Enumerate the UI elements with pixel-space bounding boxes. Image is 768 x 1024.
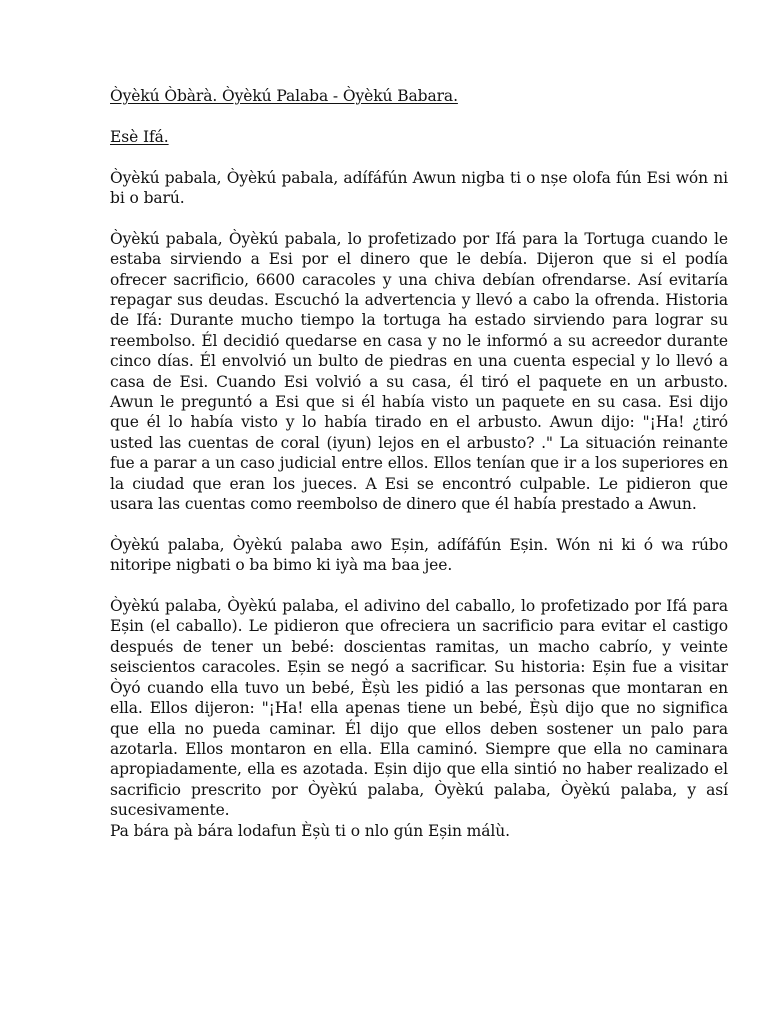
document-title: Òyèkú Òbàrà. Òyèkú Palaba - Òyèkú Babara. xyxy=(110,87,458,105)
document-subtitle: Esè Ifá. xyxy=(110,127,169,146)
paragraph-horse-story: Òyèkú palaba, Òyèkú palaba, el adivino del caballo, lo profetizado por Ifá para Eșin (el caballo). Le pidieron que ofreciera un sacrificio para evitar el castigo después de tener un bebé: doscientas ramitas, un macho cabrío, y veinte seiscientos caracoles. Eșin se negó a sacrificar. Su historia: Eșin fue a visitar Òyó cuando ella tuvo un bebé, Èșù les pidió a las personas que montaran en ella. Ellos dijeron: "¡Ha! ella apenas tiene un bebé, Èșù dijo que no significa que ella no pueda caminar. Él dijo que ellos deben sostener un palo para azotarla. Ellos montaron en ella. Ella caminó. Siempre que ella no caminara apropiadamente, ella es azotada. Eșin dijo que ella sintió no haber realizado el sacrificio prescrito por Òyèkú palaba, Òyèkú palaba, Òyèkú palaba, y así sucesivamente. xyxy=(110,597,728,820)
paragraph-tortoise-story: Òyèkú pabala, Òyèkú pabala, lo profetizado por Ifá para la Tortuga cuando le estaba sirviendo a Esi por el dinero que le debía. Dijeron que si el podía ofrecer sacrificio, 6600 caracoles y una chiva debían ofrendarse. Así evitaría repagar sus deudas. Escuchó la advertencia y llevó a cabo la ofrenda. Historia de Ifá: Durante mucho tiempo la tortuga ha estado sirviendo para lograr su reembolso. Él decidió quedarse en casa y no le informó a su acreedor durante cinco días. Él envolvió un bulto de piedras en una cuenta especial y lo llevó a casa de Esi. Cuando Esi volvió a su casa, él tiró el paquete en un arbusto. Awun le preguntó a Esi que si él había visto un paquete en su casa. Esi dijo que él lo había visto y lo había tirado en el arbusto. Awun dijo: "¡Ha! ¿tiró usted las cuentas de coral (iyun) lejos en el arbusto? ." La situación reinante fue a parar a un caso judicial entre ellos. Ellos tenían que ir a los superiores en la ciudad que eran los jueces. A Esi se encontró culpable. Le pidieron que usara las cuentas como reembolso de dinero que él había prestado a Awun. xyxy=(110,229,728,514)
paragraph-verse-1: Òyèkú pabala, Òyèkú pabala, adífáfún Awun nigba ti o nșe olofa fún Esi wón ni bi o barú. xyxy=(110,168,728,207)
paragraph-verse-2: Òyèkú palaba, Òyèkú palaba awo Eșin, adífáfún Eșin. Wón ni ki ó wa rúbo nitoripe nigbati o ba bimo ki iyà ma baa jee. xyxy=(110,535,728,575)
document-page xyxy=(110,86,728,841)
paragraph-closing-verse: Pa bára pà bára lodafun Èșù ti o nlo gún Eșin málù. xyxy=(110,821,510,840)
